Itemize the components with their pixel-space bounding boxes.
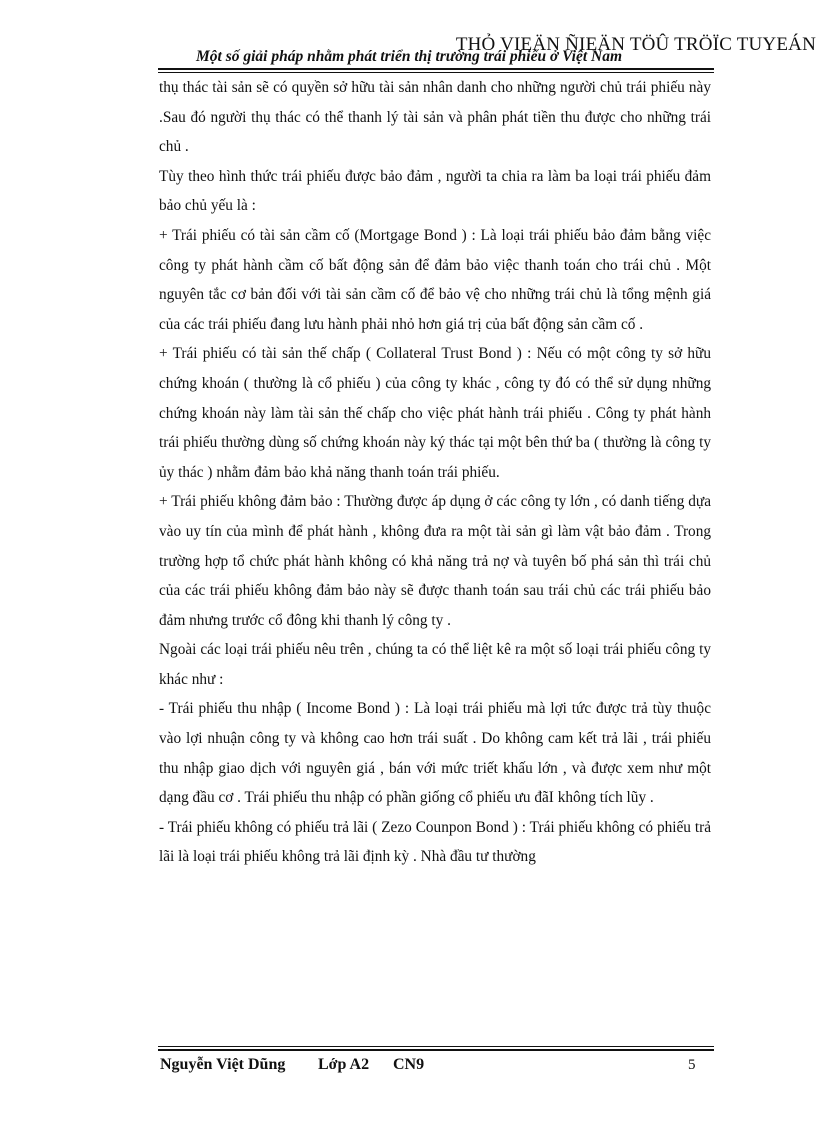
- page-number: 5: [688, 1057, 696, 1073]
- body-text: [159, 73, 711, 872]
- paragraph: + Trái phiếu không đảm bảo : Thường được áp dụng ở các công ty lớn , có danh tiếng dựa vào uy tín của mình để phát hành , không đưa ra một tài sản gì làm vật bảo đảm . Trong trường hợp tổ chức phát hành không có khả năng trả nợ và tuyên bố phá sản thì trái chủ của các trái phiếu không đảm bảo này sẽ được thanh toán sau trái chủ các trái phiếu bảo đảm nhưng trước cổ đông khi thanh lý công ty .: [159, 493, 711, 629]
- running-header-title: Một số giải pháp nhằm phát triển thị trường trái phiếu ở Việt Nam: [196, 48, 623, 65]
- paragraph: + Trái phiếu có tài sản thế chấp ( Collateral Trust Bond ) : Nếu có một công ty sở hữu chứng khoán ( thường là cổ phiếu ) của công ty khác , công ty đó có thể sử dụng những chứng khoán này làm tài sản thế chấp cho việc phát hành trái phiếu . Công ty phát hành trái phiếu thường dùng số chứng khoán này ký thác tại một bên thứ ba ( thường là công ty ủy thác ) nhằm đảm bảo khả năng thanh toán trái phiếu.: [159, 345, 711, 481]
- footer-rule: [158, 1049, 714, 1051]
- paragraph: Ngoài các loại trái phiếu nêu trên , chúng ta có thể liệt kê ra một số loại trái phiếu công ty khác như :: [159, 641, 711, 688]
- footer-class: Lớp A2: [318, 1056, 370, 1073]
- paragraph: thụ thác tài sản sẽ có quyền sở hữu tài sản nhân danh cho những người chủ trái phiếu này .Sau đó người thụ thác có thể thanh lý tài sản và phân phát tiền thu được cho những trái chủ .: [159, 79, 711, 156]
- footer-major: CN9: [393, 1056, 425, 1073]
- watermark-text: THỎ VIEÄN ÑIEÄN TÖÛ TRÖÏC TUYEÁN: [455, 34, 816, 55]
- header-rule: [158, 68, 714, 70]
- paragraph: + Trái phiếu có tài sản cầm cố (Mortgage Bond ) : Là loại trái phiếu bảo đảm bằng việc công ty phát hành cầm cố bất động sản để đảm bảo việc thanh toán cho trái chủ . Một nguyên tắc cơ bản đối với tài sản cầm cố để bảo vệ cho những trái chủ là tổng mệnh giá của các trái phiếu đang lưu hành phải nhỏ hơn giá trị của bất động sản cầm cố .: [159, 226, 711, 333]
- paragraph: - Trái phiếu không có phiếu trả lãi ( Zezo Counpon Bond ) : Trái phiếu không có phiếu trả lãi là loại trái phiếu không trả lãi định kỳ . Nhà đầu tư thường: [159, 818, 711, 866]
- footer-author: Nguyễn Việt Dũng: [160, 1056, 286, 1073]
- paragraph: - Trái phiếu thu nhập ( Income Bond ) : Là loại trái phiếu mà lợi tức được trả tùy thuộc vào lợi nhuận công ty và không cao hơn trái suất . Do không cam kết trả lãi , trái phiếu thu nhập giao dịch với nguyên giá , bán với mức triết khấu lớn , và được xem như một dạng đầu cơ . Trái phiếu thu nhập có phần giống cổ phiếu ưu đãI không tích lũy .: [159, 700, 711, 807]
- footer-rule-secondary: [158, 1046, 714, 1047]
- paragraph: Tùy theo hình thức trái phiếu được bảo đảm , người ta chia ra làm ba loại trái phiếu đảm bảo chủ yếu là :: [159, 167, 711, 215]
